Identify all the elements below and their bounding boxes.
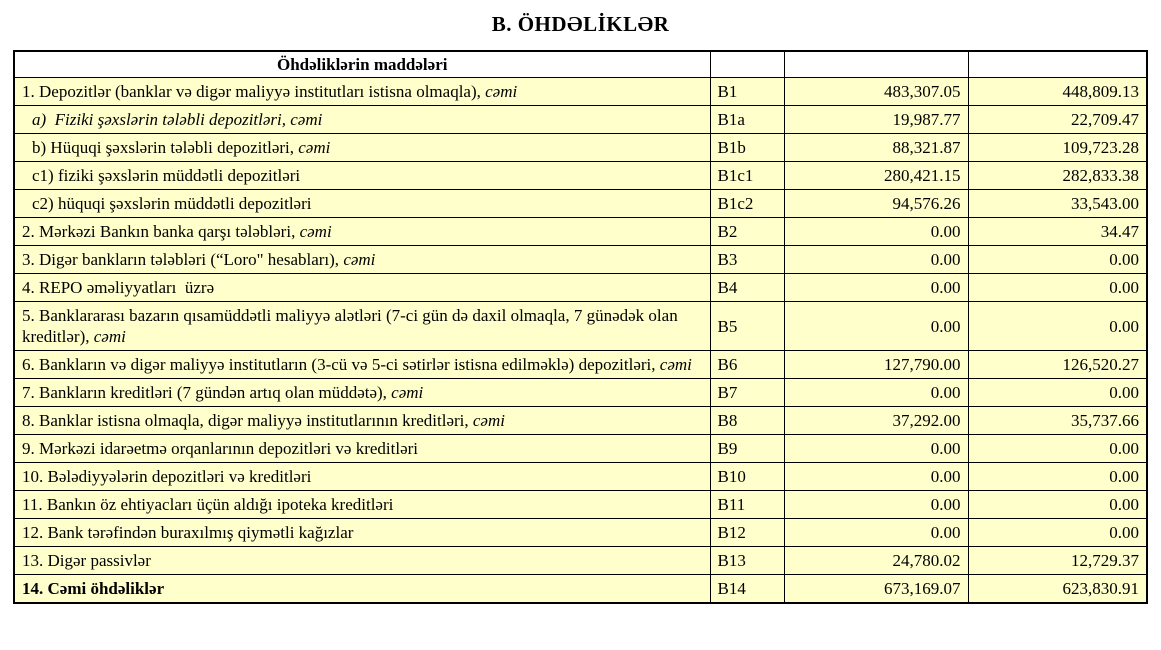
row-label-suffix: cəmi bbox=[290, 110, 323, 129]
table-row bbox=[14, 218, 1147, 246]
row-label-cell bbox=[14, 162, 710, 190]
row-value1: 37,292.00 bbox=[784, 407, 968, 435]
row-label-cell bbox=[14, 134, 710, 162]
row-value1: 673,169.07 bbox=[784, 575, 968, 604]
row-label: 7. Bankların kreditləri (7 gündən artıq olan müddətə), bbox=[22, 383, 392, 402]
row-value2: 0.00 bbox=[968, 379, 1147, 407]
row-value2: 0.00 bbox=[968, 491, 1147, 519]
table-row bbox=[14, 78, 1147, 106]
table-row bbox=[14, 274, 1147, 302]
table-header-row bbox=[14, 51, 1147, 78]
row-label-cell bbox=[14, 379, 710, 407]
row-value1: 0.00 bbox=[784, 218, 968, 246]
row-label: a) Fiziki şəxslərin tələbli depozitləri, bbox=[32, 110, 291, 129]
table-row bbox=[14, 547, 1147, 575]
row-label: 8. Banklar istisna olmaqla, digər maliyyə institutlarının kreditləri, bbox=[22, 411, 473, 430]
row-value2: 22,709.47 bbox=[968, 106, 1147, 134]
row-value1: 0.00 bbox=[784, 246, 968, 274]
table-row bbox=[14, 302, 1147, 351]
row-code: B1a bbox=[710, 106, 784, 134]
table-row bbox=[14, 134, 1147, 162]
row-value2: 109,723.28 bbox=[968, 134, 1147, 162]
row-value1: 24,780.02 bbox=[784, 547, 968, 575]
row-label: 10. Bələdiyyələrin depozitləri və kreditləri bbox=[22, 467, 312, 486]
row-code: B12 bbox=[710, 519, 784, 547]
row-code: B9 bbox=[710, 435, 784, 463]
row-value2: 0.00 bbox=[968, 435, 1147, 463]
row-label-cell bbox=[14, 407, 710, 435]
row-label: b) Hüquqi şəxslərin tələbli depozitləri, bbox=[32, 138, 299, 157]
row-value1: 0.00 bbox=[784, 435, 968, 463]
page-title: B. ÖHDƏLİKLƏR bbox=[491, 12, 670, 36]
row-value2: 0.00 bbox=[968, 274, 1147, 302]
liabilities-table bbox=[13, 50, 1148, 604]
row-value2: 12,729.37 bbox=[968, 547, 1147, 575]
row-value1: 483,307.05 bbox=[784, 78, 968, 106]
row-label-cell bbox=[14, 246, 710, 274]
row-code: B11 bbox=[710, 491, 784, 519]
row-label: 4. REPO əməliyyatları üzrə bbox=[22, 278, 215, 297]
column-header-value2-empty bbox=[968, 51, 1147, 78]
row-label-suffix: cəmi bbox=[343, 250, 376, 269]
row-code: B4 bbox=[710, 274, 784, 302]
row-label-cell bbox=[14, 78, 710, 106]
row-value1: 19,987.77 bbox=[784, 106, 968, 134]
row-label: 9. Mərkəzi idarəetmə orqanlarının depozitləri və kreditləri bbox=[22, 439, 419, 458]
row-label-suffix: cəmi bbox=[93, 327, 126, 346]
table-row bbox=[14, 106, 1147, 134]
row-value1: 94,576.26 bbox=[784, 190, 968, 218]
row-label-suffix: cəmi bbox=[298, 138, 331, 157]
row-label: c2) hüquqi şəxslərin müddətli depozitləri bbox=[32, 194, 312, 213]
row-value1: 0.00 bbox=[784, 463, 968, 491]
row-label: 6. Bankların və digər maliyyə institutların (3-cü və 5-ci sətirlər istisna edilməklə) depozitləri, bbox=[22, 355, 660, 374]
column-header-value1-empty bbox=[784, 51, 968, 78]
table-row bbox=[14, 407, 1147, 435]
table-row bbox=[14, 246, 1147, 274]
row-value2: 448,809.13 bbox=[968, 78, 1147, 106]
row-code: B2 bbox=[710, 218, 784, 246]
row-label: 12. Bank tərəfindən buraxılmış qiymətli kağızlar bbox=[22, 523, 354, 542]
table-row bbox=[14, 379, 1147, 407]
row-code: B8 bbox=[710, 407, 784, 435]
row-label-suffix: cəmi bbox=[472, 411, 505, 430]
row-value1: 127,790.00 bbox=[784, 351, 968, 379]
row-value1: 0.00 bbox=[784, 519, 968, 547]
row-value2: 0.00 bbox=[968, 246, 1147, 274]
row-label: 5. Banklararası bazarın qısamüddətli maliyyə alətləri (7-ci gün də daxil olmaqla, 7 günədək olan kreditlər), bbox=[22, 306, 682, 346]
row-label-suffix: cəmi bbox=[485, 82, 518, 101]
row-value2: 0.00 bbox=[968, 463, 1147, 491]
table-row bbox=[14, 162, 1147, 190]
row-label: 3. Digər bankların tələbləri (“Loro" hesabları), bbox=[22, 250, 344, 269]
row-label-suffix: cəmi bbox=[391, 383, 424, 402]
row-code: B3 bbox=[710, 246, 784, 274]
table-row bbox=[14, 491, 1147, 519]
row-code: B1 bbox=[710, 78, 784, 106]
row-value2: 623,830.91 bbox=[968, 575, 1147, 604]
table-row bbox=[14, 519, 1147, 547]
row-value2: 126,520.27 bbox=[968, 351, 1147, 379]
row-value2: 34.47 bbox=[968, 218, 1147, 246]
row-label-cell bbox=[14, 274, 710, 302]
row-label: 14. Cəmi öhdəliklər bbox=[22, 579, 165, 598]
row-label: 2. Mərkəzi Bankın banka qarşı tələbləri, bbox=[22, 222, 300, 241]
row-label: 1. Depozitlər (banklar və digər maliyyə institutları istisna olmaqla), bbox=[22, 82, 486, 101]
row-label-cell bbox=[14, 575, 710, 604]
table-row bbox=[14, 435, 1147, 463]
table-row bbox=[14, 463, 1147, 491]
row-value1: 88,321.87 bbox=[784, 134, 968, 162]
row-code: B14 bbox=[710, 575, 784, 604]
row-code: B1c1 bbox=[710, 162, 784, 190]
row-value2: 0.00 bbox=[968, 519, 1147, 547]
row-label: 11. Bankın öz ehtiyacları üçün aldığı ipoteka kreditləri bbox=[22, 495, 394, 514]
row-label-cell bbox=[14, 351, 710, 379]
row-code: B5 bbox=[710, 302, 784, 351]
row-code: B1b bbox=[710, 134, 784, 162]
row-code: B13 bbox=[710, 547, 784, 575]
row-code: B7 bbox=[710, 379, 784, 407]
row-value2: 282,833.38 bbox=[968, 162, 1147, 190]
row-value1: 280,421.15 bbox=[784, 162, 968, 190]
row-value1: 0.00 bbox=[784, 274, 968, 302]
column-header-code-empty bbox=[710, 51, 784, 78]
row-label: 13. Digər passivlər bbox=[22, 551, 151, 570]
row-value1: 0.00 bbox=[784, 379, 968, 407]
row-label-suffix: cəmi bbox=[299, 222, 332, 241]
row-label-cell bbox=[14, 435, 710, 463]
row-label: c1) fiziki şəxslərin müddətli depozitləri bbox=[32, 166, 301, 185]
row-label-cell bbox=[14, 106, 710, 134]
row-label-cell bbox=[14, 519, 710, 547]
table-body bbox=[14, 78, 1147, 604]
table-row bbox=[14, 575, 1147, 604]
row-label-cell bbox=[14, 547, 710, 575]
row-value1: 0.00 bbox=[784, 491, 968, 519]
row-value2: 0.00 bbox=[968, 302, 1147, 351]
row-label-cell bbox=[14, 302, 710, 351]
row-value1: 0.00 bbox=[784, 302, 968, 351]
row-value2: 33,543.00 bbox=[968, 190, 1147, 218]
row-value2: 35,737.66 bbox=[968, 407, 1147, 435]
table-row bbox=[14, 190, 1147, 218]
row-label-cell bbox=[14, 190, 710, 218]
column-header-items: Öhdəliklərin maddələri bbox=[14, 51, 710, 78]
row-code: B10 bbox=[710, 463, 784, 491]
table-row bbox=[14, 351, 1147, 379]
row-label-cell bbox=[14, 218, 710, 246]
row-label-cell bbox=[14, 491, 710, 519]
row-label-cell bbox=[14, 463, 710, 491]
row-code: B1c2 bbox=[710, 190, 784, 218]
row-code: B6 bbox=[710, 351, 784, 379]
row-label-suffix: cəmi bbox=[659, 355, 692, 374]
